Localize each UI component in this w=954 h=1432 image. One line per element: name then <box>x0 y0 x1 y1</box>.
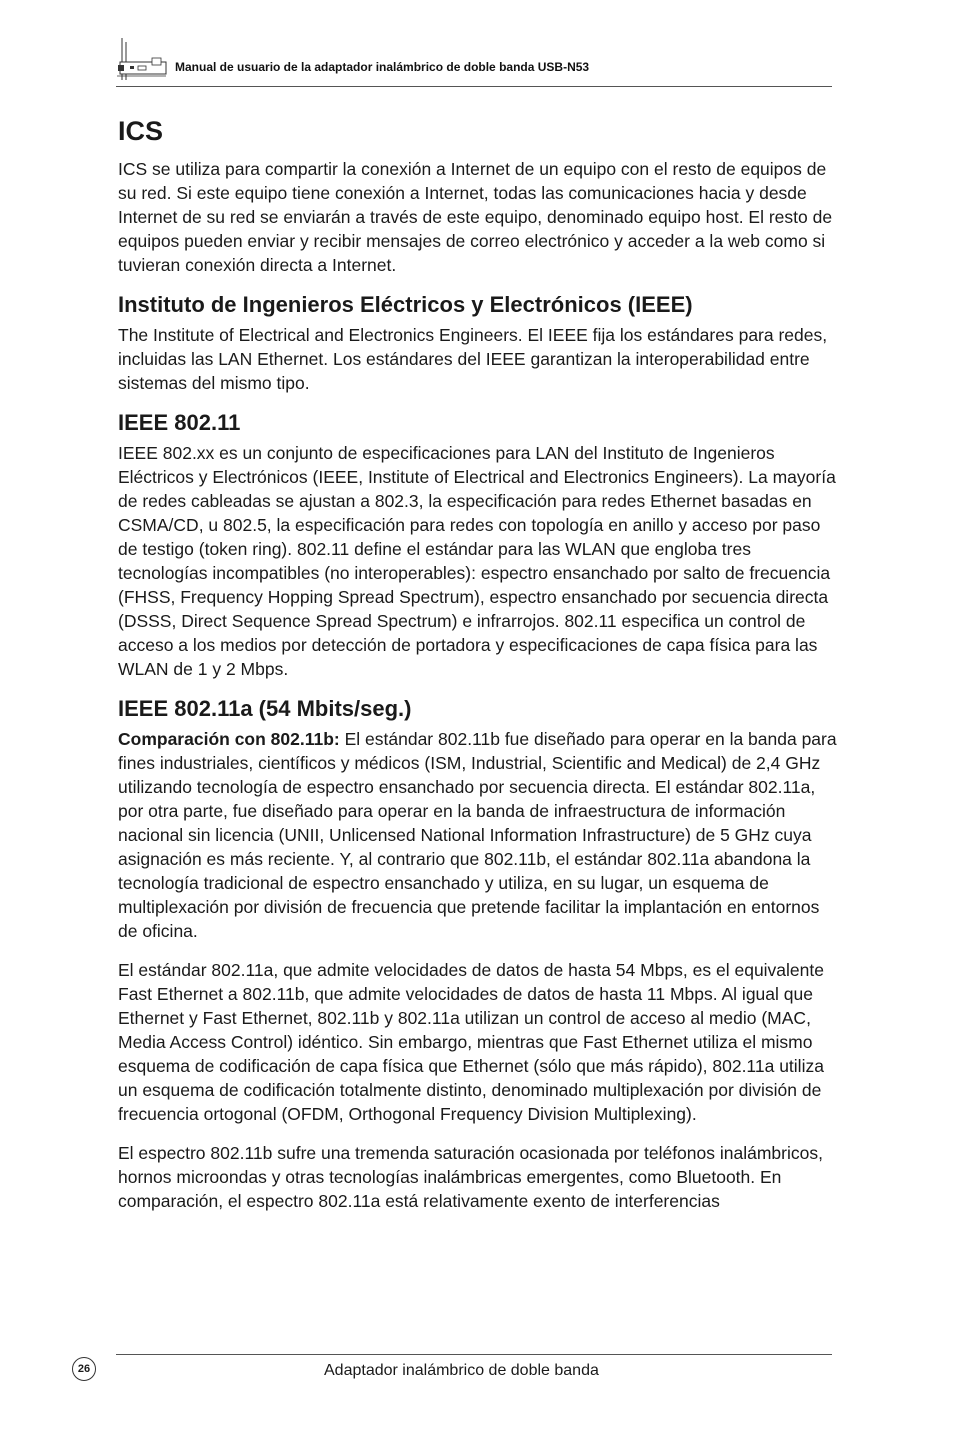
header-title: Manual de usuario de la adaptador inalámbrico de doble banda USB-N53 <box>175 60 590 74</box>
ieee-80211a-paragraph-2: El estándar 802.11a, que admite velocidades de datos de hasta 54 Mbps, es el equivalente Fast Ethernet a 802.11b, que admite velocidades de datos de hasta 11 Mbps. Al igual que Ethernet y Fast Ethernet, 802.11b y 802.11a utilizan un control de acceso al medio (MAC, Media Access Control) idéntico. Sin embargo, mientras que Fast Ethernet utiliza el mismo esquema de codificación de capa física que Ethernet (sólo que más rápido), 802.11a utiliza un esquema de codificación totalmente distinto, denominado multiplexación por división de frecuencia ortogonal (OFDM, Orthogonal Frequency Division Multiplexing). <box>118 960 824 1124</box>
ieee-80211a-paragraph-1 <box>118 727 838 943</box>
footer-text: Adaptador inalámbrico de doble banda <box>324 1362 599 1379</box>
section-heading-ieee-80211a: IEEE 802.11a (54 Mbits/seg.) <box>118 696 412 721</box>
ieee-80211a-paragraph-3: El espectro 802.11b sufre una tremenda saturación ocasionada por teléfonos inalámbricos, hornos microondas y otras tecnologías inalámbricas emergentes, como Bluetooth. En comparación, el espectro 802.11a está relativamente exento de interferencias <box>118 1143 823 1211</box>
footer-divider <box>116 1354 832 1355</box>
comparison-text: El estándar 802.11b fue diseñado para operar en la banda para fines industriales, científicos y médicos (ISM, Industrial, Scientific and Medical) de 2,4 GHz utilizando tecnología de espectro ensanchado por secuencia directa. El estándar 802.11a, por otra parte, fue diseñado para operar en la banda de infraestructura de información nacional sin licencia (UNII, Unlicensed National Information Infrastructure) de 5 GHz cuya asignación es más reciente. Y, al contrario que 802.11b, el estándar 802.11a abandona la tecnología tradicional de espectro ensanchado y utiliza, en su lugar, un esquema de multiplexación por división de frecuencia que pretende facilitar la implantación en entornos de oficina. <box>118 729 837 941</box>
page-header <box>116 36 832 88</box>
comparison-lead: Comparación con 802.11b: <box>118 729 340 749</box>
page-number-badge: 26 <box>72 1357 96 1381</box>
ics-paragraph: ICS se utiliza para compartir la conexión a Internet de un equipo con el resto de equipos de su red. Si este equipo tiene conexión a Internet, todas las comunicaciones hacia y desde Internet de su red se enviarán a través de este equipo, denominado equipo host. El resto de equipos pueden enviar y recibir mensajes de correo electrónico y acceder a la web como si tuvieran conexión directa a Internet. <box>118 159 833 275</box>
section-heading-ieee-80211: IEEE 802.11 <box>118 410 241 435</box>
header-divider <box>116 86 832 87</box>
ieee-80211-paragraph: IEEE 802.xx es un conjunto de especificaciones para LAN del Instituto de Ingenieros Eléctricos y Electrónicos (IEEE, Institute of Electrical and Electronics Engineers). La mayoría de redes cableadas se ajustan a 802.3, la especificación para redes Ethernet basadas en CSMA/CD, u 802.5, la especificación para redes con topología en anillo y acceso por paso de testigo (token ring). 802.11 define el estándar para las WLAN que engloba tres tecnologías incompatibles (no interoperables): espectro ensanchado por salto de frecuencia (FHSS, Frequency Hopping Spread Spectrum), espectro ensanchado por secuencia directa (DSSS, Direct Sequence Spread Spectrum) e infrarrojos. 802.11 especifica un control de acceso a los medios por detección de portadora y especificaciones de capa física para las WLAN de 1 y 2 Mbps. <box>118 443 836 679</box>
ieee-paragraph: The Institute of Electrical and Electronics Engineers. El IEEE fija los estándares para redes, incluidas las LAN Ethernet. Los estándares del IEEE garantizan la interoperabilidad entre sistemas del mismo tipo. <box>118 325 828 393</box>
section-heading-ics: ICS <box>118 116 164 146</box>
page-content <box>118 114 838 1213</box>
section-heading-ieee: Instituto de Ingenieros Eléctricos y Electrónicos (IEEE) <box>118 292 693 317</box>
usb-adapter-icon <box>116 36 170 84</box>
